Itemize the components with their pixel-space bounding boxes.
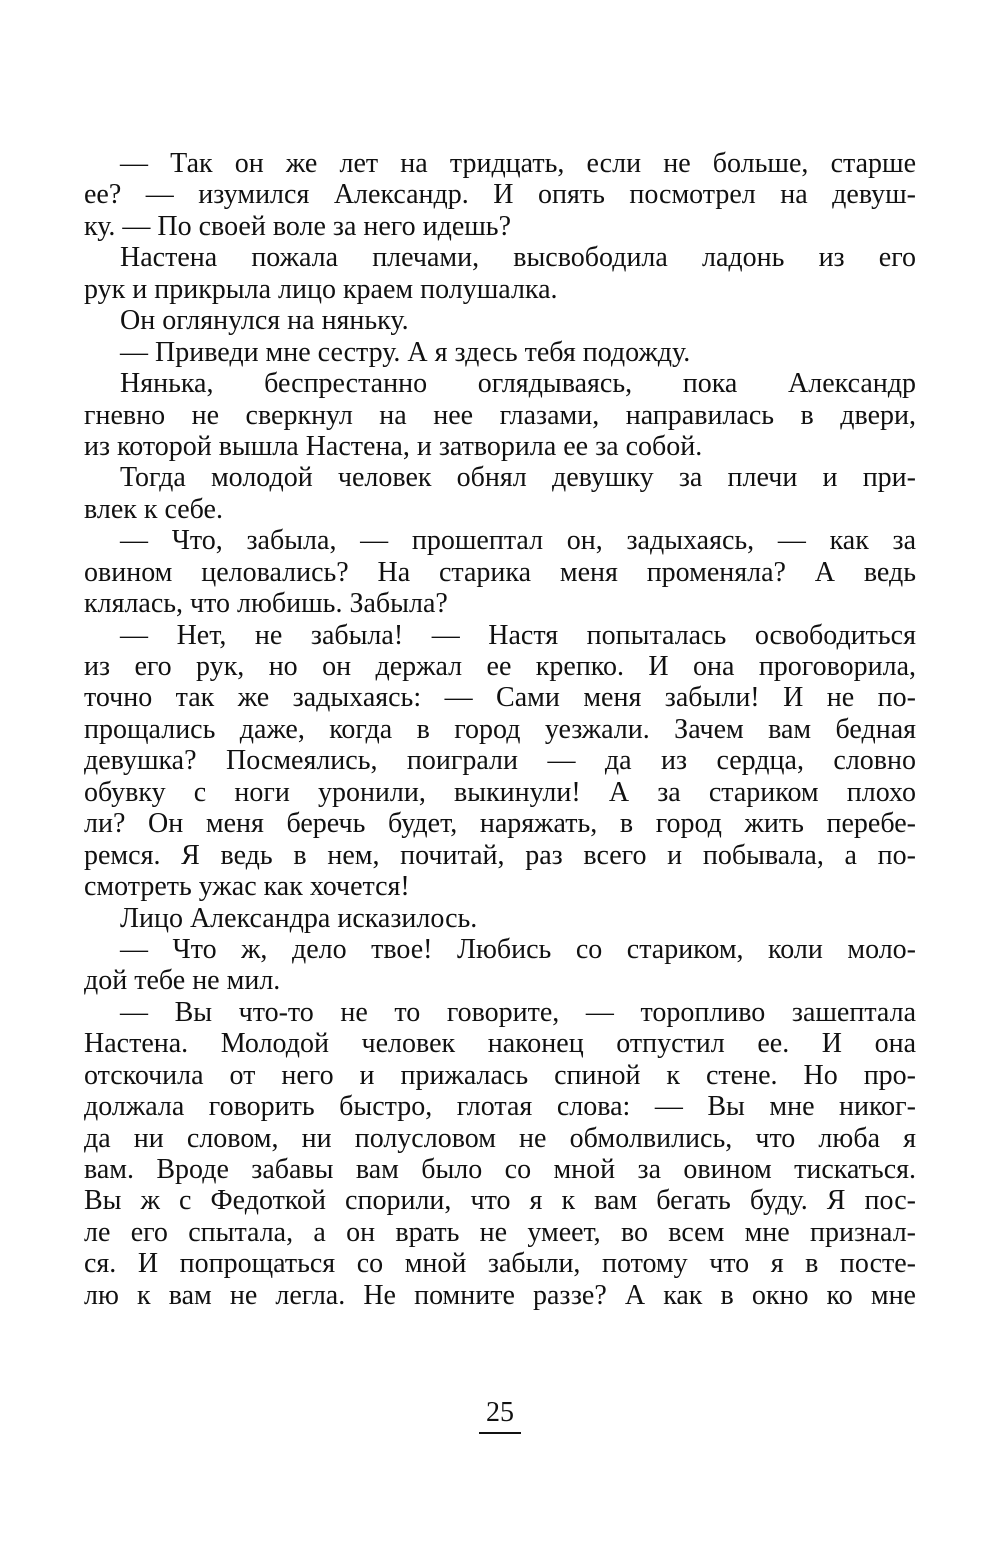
text-line: да ни словом, ни полусловом не обмолвились, что люба я: [84, 1122, 916, 1154]
text-line: из его рук, но он держал ее крепко. И она проговорила,: [84, 651, 916, 682]
text-line: ремся. Я ведь в нем, почитай, раз всего и побывала, а по-: [84, 839, 916, 871]
text-line: ее? — изумился Александр. И опять посмотрел на девуш-: [84, 179, 916, 211]
text-line: Лицо Александра исказилось.: [120, 902, 478, 934]
text-line: Тогда молодой человек обнял девушку за плечи и при-: [120, 462, 916, 494]
text-line: дой тебе не мил.: [84, 965, 281, 997]
text-line: Нянька, беспрестанно оглядываясь, пока Александр: [120, 368, 916, 400]
text-line: обувку с ноги уронили, выкинули! А за стариком плохо: [84, 776, 916, 808]
page-footer: [0, 1396, 1000, 1434]
text-line: Вы ж с Федоткой спорили, что я к вам бегать буду. Я пос-: [84, 1185, 916, 1217]
text-line: рук и прикрыла лицо краем полушалка.: [84, 273, 558, 305]
text-line: Настена. Молодой человек наконец отпустил ее. И она: [84, 1028, 916, 1060]
text-line: должала говорить быстро, глотая слова: — Вы мне никог-: [84, 1091, 916, 1123]
book-page-text: [84, 148, 916, 1311]
text-line: овином целовались? На старика меня променяла? А ведь: [84, 556, 916, 588]
text-line: лю к вам не легла. Не помните раззе? А как в окно ко мне: [84, 1279, 916, 1311]
text-line: — Так он же лет на тридцать, если не больше, старше: [120, 148, 916, 179]
text-line: клялась, что любишь. Забыла?: [84, 588, 448, 620]
text-line: влек к себе.: [84, 493, 223, 525]
text-line: ку. — По своей воле за него идешь?: [84, 210, 511, 242]
text-line: — Нет, не забыла! — Настя попыталась освободиться: [120, 619, 916, 651]
page-number: 25: [479, 1396, 521, 1434]
text-line: из которой вышла Настена, и затворила ее за собой.: [84, 430, 703, 462]
text-line: ся. И попрощаться со мной забыли, потому что я в посте-: [84, 1248, 916, 1280]
text-line: точно так же задыхаясь: — Сами меня забыли! И не по-: [84, 682, 916, 714]
text-line: вам. Вроде забавы вам было со мной за овином тискаться.: [84, 1154, 916, 1185]
text-line: смотреть ужас как хочется!: [84, 871, 410, 903]
text-line: — Вы что-то не то говорите, — торопливо зашептала: [120, 996, 916, 1028]
text-line: Он оглянулся на няньку.: [120, 305, 409, 337]
text-line: девушка? Посмеялись, поиграли — да из сердца, словно: [84, 745, 916, 777]
text-line: гневно не сверкнул на нее глазами, направилась в двери,: [84, 399, 916, 431]
text-line: — Приведи мне сестру. А я здесь тебя подожду.: [120, 336, 691, 368]
text-line: ле его спытала, а он врать не умеет, во всем мне признал-: [84, 1216, 916, 1248]
text-line: прощались даже, когда в город уезжали. Зачем вам бедная: [84, 713, 916, 745]
text-line: — Что ж, дело твое! Любись со стариком, коли моло-: [120, 933, 916, 965]
text-line: Настена пожала плечами, высвободила ладонь из его: [120, 242, 916, 274]
text-line: ли? Он меня беречь будет, наряжать, в город жить перебе-: [84, 808, 916, 840]
text-line: отскочила от него и прижалась спиной к стене. Но про-: [84, 1059, 916, 1091]
text-line: — Что, забыла, — прошептал он, задыхаясь, — как за: [120, 525, 916, 557]
